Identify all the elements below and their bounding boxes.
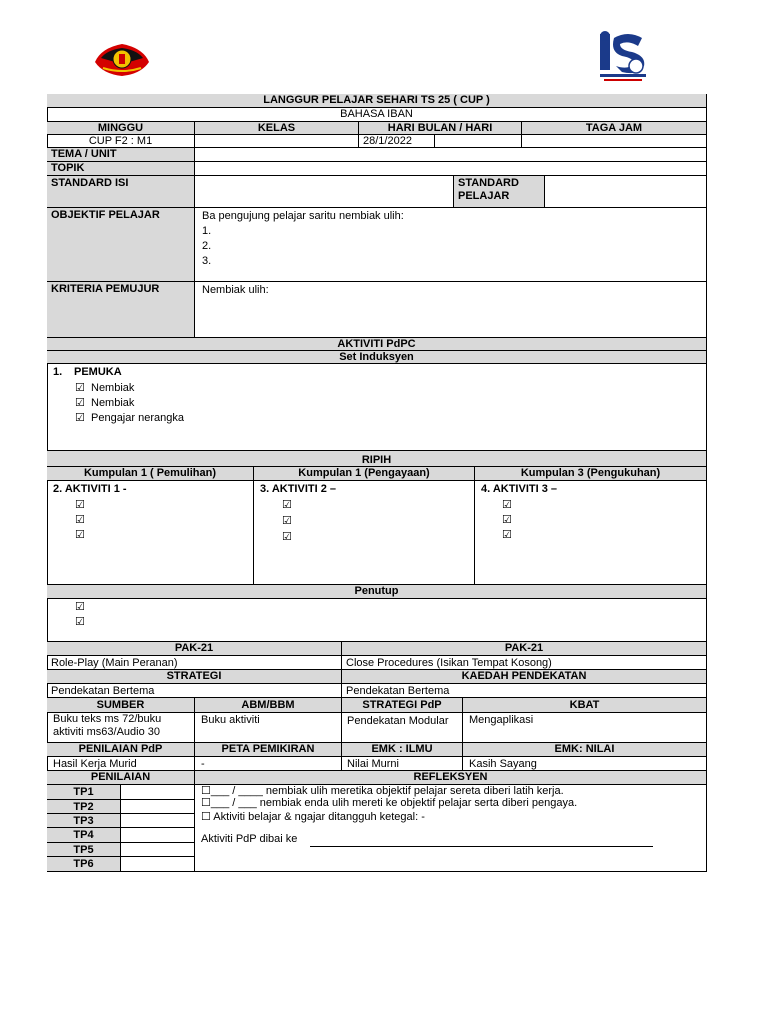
pak21-left-value: Role-Play (Main Peranan)	[47, 656, 342, 670]
penilaian-pdp-value: Hasil Kerja Murid	[47, 757, 195, 771]
refleksyen-line-4: Aktiviti PdP dibai ke	[201, 833, 298, 845]
emk-ilmu-label: EMK : ILMU	[342, 743, 463, 757]
sumber-value: Buku teks ms 72/buku aktiviti ms63/Audio 30	[47, 713, 195, 743]
kbat-value: Mengaplikasi	[463, 713, 707, 743]
tp5-label: TP5	[47, 843, 121, 857]
checkbox-icon: ☑	[75, 396, 85, 409]
objektif-item-1: 1.	[202, 225, 212, 237]
kaedah-value: Pendekatan Bertema	[342, 684, 707, 698]
strategi-label: STRATEGI	[47, 670, 342, 684]
checkbox-icon: ☑	[502, 513, 512, 526]
topik-value	[195, 162, 707, 176]
checkbox-icon: ☑	[502, 498, 512, 511]
strategi-pdp-label: STRATEGI PdP	[342, 698, 463, 713]
penilaian-pdp-label: PENILAIAN PdP	[47, 743, 195, 757]
objektif-label: OBJEKTIF PELAJAR	[47, 208, 195, 282]
pemuka-item-1: Nembiak	[91, 382, 135, 394]
checkbox-icon: ☑	[75, 615, 85, 628]
checkbox-icon: ☑	[502, 528, 512, 541]
kelas-label: KELAS	[195, 122, 359, 135]
checkbox-icon: ☑	[75, 411, 85, 424]
peta-label: PETA PEMIKIRAN	[195, 743, 342, 757]
tema-label: TEMA / UNIT	[47, 148, 195, 162]
kaedah-label: KAEDAH PENDEKATAN	[342, 670, 707, 684]
title-row	[47, 94, 707, 108]
refleksyen-label: REFLEKSYEN	[195, 771, 707, 785]
tp4-label: TP4	[47, 828, 121, 843]
kriteria-value	[195, 282, 707, 338]
checkbox-icon: ☑	[75, 528, 85, 541]
checkbox-icon: ☑	[75, 513, 85, 526]
tarikh-value: 28/1/2022	[359, 135, 435, 148]
standard-pelajar-value	[545, 176, 707, 208]
kriteria-label: KRITERIA PEMUJUR	[47, 282, 195, 338]
tp6-label: TP6	[47, 857, 121, 872]
group-1-heading: Kumpulan 1 ( Pemulihan)	[47, 467, 254, 481]
set-induksyen-title: Set Induksyen	[47, 351, 707, 364]
ts25-logo	[598, 30, 648, 84]
pemuka-heading: PEMUKA	[74, 366, 122, 378]
group-1-activity: 2. AKTIVITI 1 -	[53, 483, 127, 495]
lesson-plan-form	[47, 94, 707, 872]
minggu-label: MINGGU	[47, 122, 195, 135]
emk-nilai-label: EMK: NILAI	[463, 743, 707, 757]
tp3-label: TP3	[47, 814, 121, 828]
pak21-label-right: PAK-21	[342, 642, 707, 656]
set-induksyen-body	[47, 364, 707, 451]
group-3-activity: 4. AKTIVITI 3 –	[481, 483, 558, 495]
ripih-title: RIPIH	[47, 451, 707, 467]
tp1-label: TP1	[47, 785, 121, 800]
emk-ilmu-value: Nilai Murni	[342, 757, 463, 771]
pemuka-number: 1.	[53, 366, 63, 378]
objektif-item-3: 3.	[202, 255, 212, 267]
refleksyen-line-1: ☐___ / ____ nembiak ulih meretika objektif pelajar sereta diberi latih kerja.	[201, 785, 564, 797]
refleksyen-line-3: ☐ Aktiviti belajar & ngajar ditangguh ketegal: -	[201, 811, 425, 823]
objektif-item-2: 2.	[202, 240, 212, 252]
emk-nilai-value: Kasih Sayang	[463, 757, 707, 771]
checkbox-icon: ☑	[75, 600, 85, 613]
topik-label: TOPIK	[47, 162, 195, 176]
penutup-body	[47, 599, 707, 642]
group-3-body	[475, 481, 707, 585]
minggu-value: CUP F2 : M1	[47, 135, 195, 148]
checkbox-icon: ☑	[75, 381, 85, 394]
school-crest-logo	[93, 40, 151, 78]
objektif-value	[195, 208, 707, 282]
strategi-pdp-value: Pendekatan Modular	[342, 713, 463, 743]
penutup-title: Penutup	[47, 585, 707, 599]
tp5-value	[121, 843, 195, 857]
hari-label: HARI BULAN / HARI	[359, 122, 522, 135]
sumber-label: SUMBER	[47, 698, 195, 713]
standard-pelajar-label: STANDARD PELAJAR	[454, 176, 545, 208]
strategi-value: Pendekatan Bertema	[47, 684, 342, 698]
tp1-value	[121, 785, 195, 800]
tp4-value	[121, 828, 195, 843]
abm-label: ABM/BBM	[195, 698, 342, 713]
objektif-intro: Ba pengujung pelajar saritu nembiak ulih:	[202, 210, 404, 222]
aktiviti-title: AKTIVITI PdPC	[47, 338, 707, 351]
tp3-value	[121, 814, 195, 828]
group-1-body	[47, 481, 254, 585]
checkbox-icon: ☑	[75, 498, 85, 511]
taga-value	[522, 135, 707, 148]
subject-name: BAHASA IBAN	[47, 108, 707, 122]
pemuka-item-2: Nembiak	[91, 397, 135, 409]
checkbox-icon: ☑	[282, 514, 292, 527]
pemuka-item-3: Pengajar nerangka	[91, 412, 184, 424]
kelas-value	[195, 135, 359, 148]
standard-isi-value	[195, 176, 454, 208]
group-2-body	[254, 481, 475, 585]
peta-value: -	[195, 757, 342, 771]
tp6-value	[121, 857, 195, 872]
group-2-heading: Kumpulan 1 (Pengayaan)	[254, 467, 475, 481]
tp2-label: TP2	[47, 800, 121, 814]
checkbox-icon: ☑	[282, 498, 292, 511]
kbat-label: KBAT	[463, 698, 707, 713]
penilaian-label: PENILAIAN	[47, 771, 195, 785]
refleksyen-line-2: ☐___ / ___ nembiak enda ulih mereti ke objektif pelajar serta diberi pengaya.	[201, 797, 578, 809]
form-title: LANGGUR PELAJAR SEHARI TS 25 ( CUP )	[47, 94, 707, 108]
tema-value	[195, 148, 707, 162]
pak21-right-value: Close Procedures (Isikan Tempat Kosong)	[342, 656, 707, 670]
pak21-label-left: PAK-21	[47, 642, 342, 656]
kriteria-text: Nembiak ulih:	[202, 284, 269, 296]
checkbox-icon: ☑	[282, 530, 292, 543]
standard-isi-label: STANDARD ISI	[47, 176, 195, 208]
group-2-activity: 3. AKTIVITI 2 –	[260, 483, 337, 495]
group-3-heading: Kumpulan 3 (Pengukuhan)	[475, 467, 707, 481]
abm-value: Buku aktiviti	[195, 713, 342, 743]
hari-value	[435, 135, 522, 148]
tp2-value	[121, 800, 195, 814]
taga-label: TAGA JAM	[522, 122, 707, 135]
